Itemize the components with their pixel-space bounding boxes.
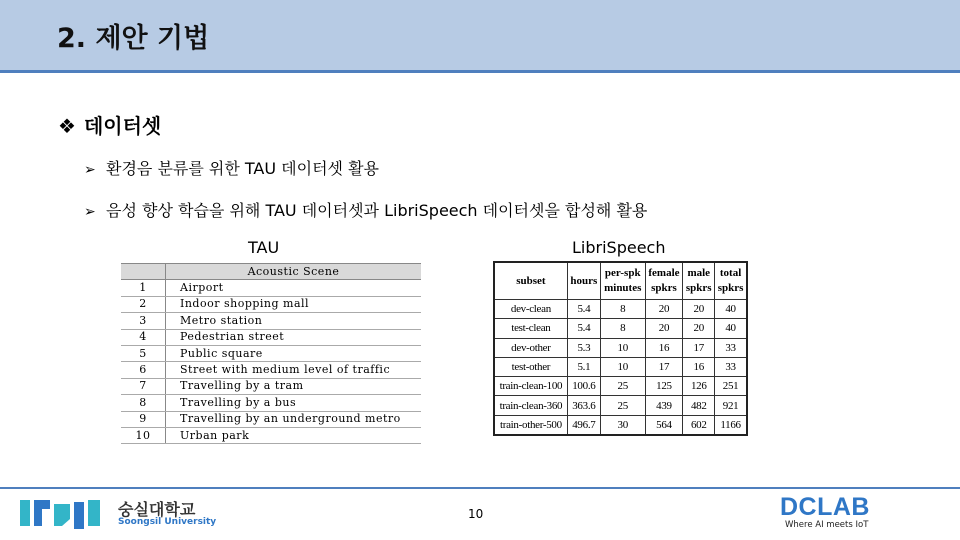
dclab-tagline: Where AI meets IoT (785, 520, 869, 530)
tau-header-scene: Acoustic Scene (166, 264, 422, 280)
tau-row-index: 7 (121, 378, 166, 394)
slide-header (0, 0, 960, 73)
tau-table (121, 263, 421, 444)
librispeech-cell: 126 (683, 377, 715, 396)
librispeech-header-cell (715, 262, 747, 300)
librispeech-cell: 16 (683, 357, 715, 376)
librispeech-cell: 125 (645, 377, 683, 396)
dclab-logo (780, 494, 880, 534)
tau-row-scene: Pedestrian street (166, 329, 422, 345)
librispeech-header-cell (683, 262, 715, 300)
librispeech-table-row (494, 377, 747, 396)
soongsil-logo-subtext: Soongsil University (118, 517, 217, 527)
librispeech-header-cell (494, 262, 567, 300)
librispeech-cell: 439 (645, 396, 683, 415)
librispeech-cell: test-clean (494, 319, 567, 338)
librispeech-cell: 1166 (715, 415, 747, 435)
librispeech-header-line: spkrs (685, 282, 712, 294)
librispeech-cell: 482 (683, 396, 715, 415)
librispeech-header-cell (567, 262, 600, 300)
tau-row-index: 4 (121, 329, 166, 345)
librispeech-cell: 10 (600, 357, 645, 376)
librispeech-cell: 30 (600, 415, 645, 435)
librispeech-header-line: spkrs (717, 282, 744, 294)
slide-title: 2. 제안 기법 (57, 23, 210, 54)
librispeech-cell: 17 (683, 338, 715, 357)
librispeech-cell: train-clean-100 (494, 377, 567, 396)
librispeech-cell: 5.1 (567, 357, 600, 376)
librispeech-caption: LibriSpeech (572, 238, 666, 257)
librispeech-cell: train-other-500 (494, 415, 567, 435)
librispeech-cell: 602 (683, 415, 715, 435)
librispeech-header-line: subset (516, 274, 546, 287)
tau-table-row (121, 329, 421, 345)
soongsil-logo (20, 497, 220, 533)
librispeech-cell: 921 (715, 396, 747, 415)
librispeech-cell: dev-other (494, 338, 567, 357)
tau-header-index (121, 264, 166, 280)
soongsil-logo-mark-icon (20, 497, 112, 533)
librispeech-cell: 20 (645, 300, 683, 319)
tau-row-scene: Travelling by a bus (166, 395, 422, 411)
page-number: 10 (468, 507, 484, 521)
arrow-bullet-icon: ➢ (84, 162, 96, 178)
librispeech-cell: 17 (645, 357, 683, 376)
tau-table-row (121, 345, 421, 361)
diamond-bullet-icon: ❖ (58, 114, 76, 138)
tau-row-index: 1 (121, 280, 166, 296)
section-heading-text: 데이터셋 (83, 114, 162, 138)
tau-row-scene: Airport (166, 280, 422, 296)
tau-caption: TAU (248, 238, 280, 257)
tau-table-row (121, 411, 421, 427)
librispeech-cell: 40 (715, 300, 747, 319)
librispeech-cell: 33 (715, 357, 747, 376)
tau-row-scene: Metro station (166, 313, 422, 329)
tau-row-index: 9 (121, 411, 166, 427)
librispeech-cell: 363.6 (567, 396, 600, 415)
tau-row-index: 10 (121, 427, 166, 443)
sub-bullet (84, 198, 647, 221)
arrow-bullet-icon: ➢ (84, 204, 96, 220)
librispeech-cell: 8 (600, 300, 645, 319)
tau-table-row (121, 280, 421, 296)
tau-row-index: 6 (121, 362, 166, 378)
librispeech-table (493, 261, 748, 436)
tau-row-index: 3 (121, 313, 166, 329)
librispeech-table-row (494, 319, 747, 338)
librispeech-cell: train-clean-360 (494, 396, 567, 415)
librispeech-table-row (494, 357, 747, 376)
tau-row-scene: Travelling by an underground metro (166, 411, 422, 427)
librispeech-table-row (494, 300, 747, 319)
tau-row-index: 5 (121, 345, 166, 361)
librispeech-header-line: spkrs (651, 282, 677, 294)
tau-row-scene: Travelling by a tram (166, 378, 422, 394)
librispeech-cell: 40 (715, 319, 747, 338)
tau-row-scene: Public square (166, 345, 422, 361)
tau-table-row (121, 362, 421, 378)
librispeech-cell: 100.6 (567, 377, 600, 396)
librispeech-header-cell (600, 262, 645, 300)
librispeech-cell: test-other (494, 357, 567, 376)
tau-row-index: 2 (121, 296, 166, 312)
librispeech-table-row (494, 415, 747, 435)
librispeech-cell: 5.4 (567, 319, 600, 338)
librispeech-cell: 8 (600, 319, 645, 338)
librispeech-header-line: minutes (604, 282, 642, 294)
soongsil-logo-text: 숭실대학교 (118, 500, 196, 519)
librispeech-cell: 20 (645, 319, 683, 338)
librispeech-header-cell (645, 262, 683, 300)
librispeech-table-row (494, 338, 747, 357)
librispeech-cell: 496.7 (567, 415, 600, 435)
sub-bullet-text: 환경음 분류를 위한 TAU 데이터셋 활용 (106, 159, 380, 178)
tau-table-row (121, 313, 421, 329)
librispeech-cell: 251 (715, 377, 747, 396)
tau-row-index: 8 (121, 395, 166, 411)
tau-row-scene: Street with medium level of traffic (166, 362, 422, 378)
librispeech-cell: 20 (683, 300, 715, 319)
librispeech-header-line: per-spk (604, 267, 641, 279)
footer-divider (0, 487, 960, 489)
tau-row-scene: Indoor shopping mall (166, 296, 422, 312)
librispeech-cell: 10 (600, 338, 645, 357)
librispeech-cell: 5.4 (567, 300, 600, 319)
tau-header-row (121, 264, 421, 280)
tau-table-row (121, 378, 421, 394)
librispeech-cell: 25 (600, 377, 645, 396)
tau-table-row (121, 427, 421, 443)
section-heading (58, 110, 161, 139)
tau-table-row (121, 395, 421, 411)
librispeech-header-line: male (687, 267, 711, 279)
dclab-logo-text: DCLAB (780, 493, 870, 521)
tau-row-scene: Urban park (166, 427, 422, 443)
librispeech-cell: 20 (683, 319, 715, 338)
librispeech-header-row (494, 262, 747, 300)
librispeech-cell: dev-clean (494, 300, 567, 319)
librispeech-table-row (494, 396, 747, 415)
librispeech-cell: 16 (645, 338, 683, 357)
librispeech-cell: 33 (715, 338, 747, 357)
sub-bullet-text: 음성 향상 학습을 위해 TAU 데이터셋과 LibriSpeech 데이터셋을 합성해 활용 (106, 201, 648, 220)
librispeech-cell: 5.3 (567, 338, 600, 357)
tau-table-row (121, 296, 421, 312)
librispeech-cell: 564 (645, 415, 683, 435)
librispeech-cell: 25 (600, 396, 645, 415)
librispeech-header-line: female (648, 267, 680, 279)
librispeech-header-line: hours (570, 274, 598, 287)
sub-bullet (84, 156, 379, 179)
librispeech-header-line: total (719, 267, 742, 279)
